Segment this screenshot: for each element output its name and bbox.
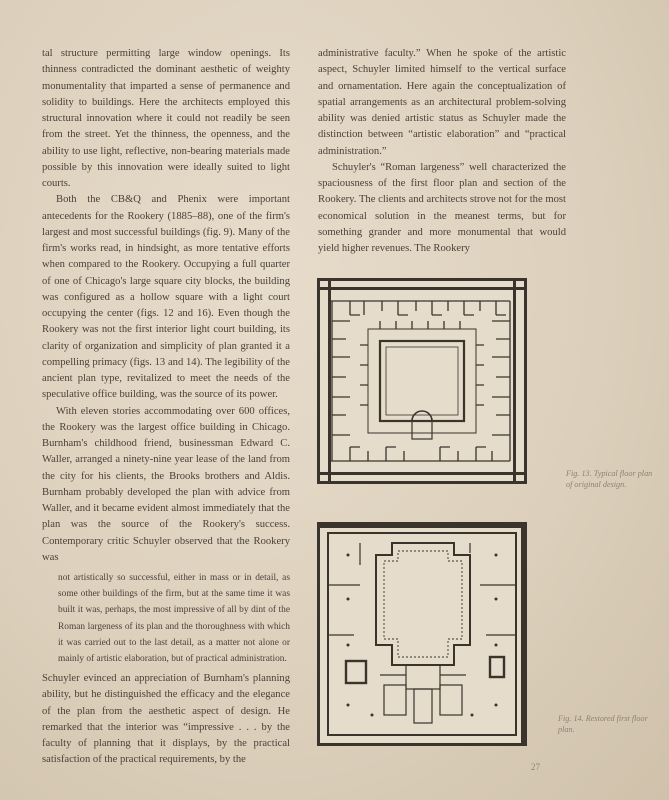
block-quote: not artistically so successful, either in mass or in detail, as some other buildings of the firm, but at the same time it was built it was, perhaps, the most impressive of all by dint of the Roman largeness of its plan and the thoroughness with which it was carried out to the last detail, as a matter not alone or mainly of artistic elaboration, but of practical administration.	[58, 573, 290, 665]
paragraph: tal structure permitting large window openings. Its thinness contradicted the dominant aesthetic of weighty monumentality that imparted a sense of permanence and solidity to buildings. Here the architects employed this structural innovation where it could not readily be seen from the street. Yet the thinness, the openness, and the ability to use light, reflective, non-bearing materials made possible by this innovation were ideally suited to light courts.	[42, 48, 290, 189]
floor-plan-13-drawing	[320, 281, 524, 481]
figure-14-caption: Fig. 14. Restored first floor plan.	[558, 714, 648, 734]
floor-plan-14-drawing	[320, 525, 524, 743]
page-number: 27	[531, 762, 540, 772]
paragraph: Both the CB&Q and Phenix were important antecedents for the Rookery (1885–88), one of the firm's largest and most successful buildings (fig. 9). Many of the firm's works read, in hindsight, as more tentative efforts when compared to the Rookery. Occupying a full quarter of one of Chicago's large square city blocks, the building was configured as a hollow square with a light court occupying the center (figs. 12 and 16). Even though the Rookery was not the first interior light court building, its clarity of organization and simplicity of plan granted it a compelling primacy (figs. 13 and 14). The legibility of the ancient plan type, revitalized to meet the needs of the speculative office building, was the source of its power.	[42, 194, 290, 401]
paragraph: Schuyler evinced an appreciation of Burnham's planning ability, but he distinguished the efficacy and the elegance of the plan from the aesthetic aspect of design. He remarked that the interior was “impressive . . . by the faculty of planning that it displays, by the practical satisfaction of the practical requirements, by the	[42, 673, 290, 766]
paragraph: Schuyler's “Roman largeness” well characterized the spaciousness of the first floor plan and section of the Rookery. The clients and architects strove not for the most economical solution in the meanest terms, but for something grander and more monumental that would yield higher revenues. The Rookery	[318, 161, 566, 254]
right-text-column	[318, 46, 566, 257]
floor-plan-figure-14	[317, 522, 527, 746]
left-text-column	[42, 46, 290, 769]
paragraph: With eleven stories accommodating over 600 offices, the Rookery was the largest office building in Chicago. Burnham's childhood friend, businessman Edward C. Waller, arranged a ninety-nine year lease of the land from the city for his clients, the Brooks brothers and Aldis. Burnham probably developed the plan with advice from Waller, and it became evident almost immediately that the plan was the source of the Rookery's success. Contemporary critic Schuyler observed that the Rookery was	[42, 405, 290, 563]
paragraph: administrative faculty.” When he spoke of the artistic aspect, Schuyler limited himself to the vertical surface and ornamentation. Here again the conceptualization of spatial arrangements as an architectural problem-solving ability was denied artistic status as Schuyler made the distinction between “artistic elaboration” and “practical administration.”	[318, 48, 566, 157]
figure-13-caption: Fig. 13. Typical floor plan of original design.	[566, 469, 653, 489]
floor-plan-figure-13	[317, 278, 527, 484]
